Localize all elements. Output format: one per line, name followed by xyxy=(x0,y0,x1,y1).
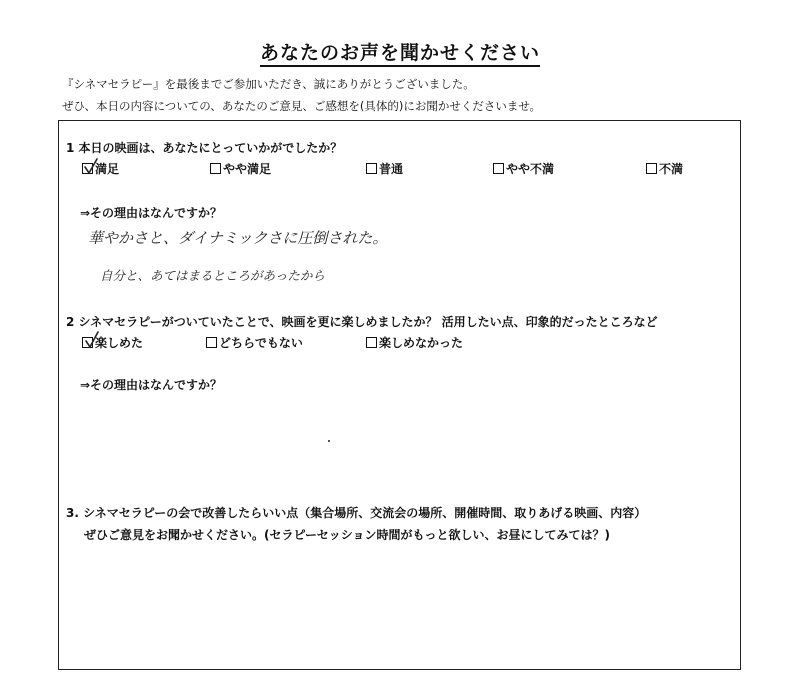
checkbox-icon[interactable] xyxy=(206,337,217,348)
q1-reason-label: ⇒その理由はなんですか？ xyxy=(80,206,223,220)
q2-checkmark-icon xyxy=(84,330,100,350)
q2-reason-label: ⇒その理由はなんですか？ xyxy=(80,378,223,392)
survey-frame xyxy=(58,120,741,670)
q3-subtext: ぜひご意見をお聞かせください。(セラピーセッション時間がもっと欲しい、お昼にしてみては？) xyxy=(84,528,611,542)
q1-handwritten-answer-2: 自分と、あてはまるところがあったから xyxy=(100,268,325,283)
checkbox-icon[interactable] xyxy=(210,163,221,174)
q1-option-somewhat-dissatisfied[interactable]: やや不満 xyxy=(493,160,554,177)
page-title: あなたのお声を聞かせください xyxy=(0,38,800,65)
checkbox-icon[interactable] xyxy=(646,163,657,174)
checkbox-icon[interactable] xyxy=(366,337,377,348)
q1-option-dissatisfied[interactable]: 不満 xyxy=(646,160,683,177)
q2-question: 2 シネマセラピーがついていたことで、映画を更に楽しめましたか？ 活用したい点、印象的だったところなど xyxy=(66,315,658,329)
q2-option-not-enjoyed[interactable]: 楽しめなかった xyxy=(366,334,463,351)
q2-option-neither[interactable]: どちらでもない xyxy=(206,334,303,351)
q1-checkmark-icon xyxy=(83,157,99,177)
q1-option-neutral[interactable]: 普通 xyxy=(366,160,403,177)
intro-line-2: ぜひ、本日の内容についての、あなたのご意見、ご感想を(具体的)にお聞かせくださいませ。 xyxy=(62,99,541,113)
q1-handwritten-answer-1: 華やかさと、ダイナミックさに圧倒された。 xyxy=(88,229,388,247)
intro-line-1: 『シネマセラピー』を最後までご参加いただき、誠にありがとうございました。 xyxy=(62,77,475,91)
q3-question: 3. シネマセラピーの会で改善したらいい点（集合場所、交流会の場所、開催時間、取りあげる映画、内容） xyxy=(66,506,647,520)
q1-option-somewhat-satisfied[interactable]: やや満足 xyxy=(210,160,271,177)
q1-question: 1 本日の映画は、あなたにとっていかがでしたか？ xyxy=(66,141,343,155)
q2-option-enjoyed[interactable]: 楽しめた xyxy=(82,334,143,351)
scan-speck xyxy=(328,440,330,442)
checkbox-icon[interactable] xyxy=(493,163,504,174)
checkbox-icon[interactable] xyxy=(366,163,377,174)
q1-option-satisfied[interactable]: 満足 xyxy=(82,160,119,177)
